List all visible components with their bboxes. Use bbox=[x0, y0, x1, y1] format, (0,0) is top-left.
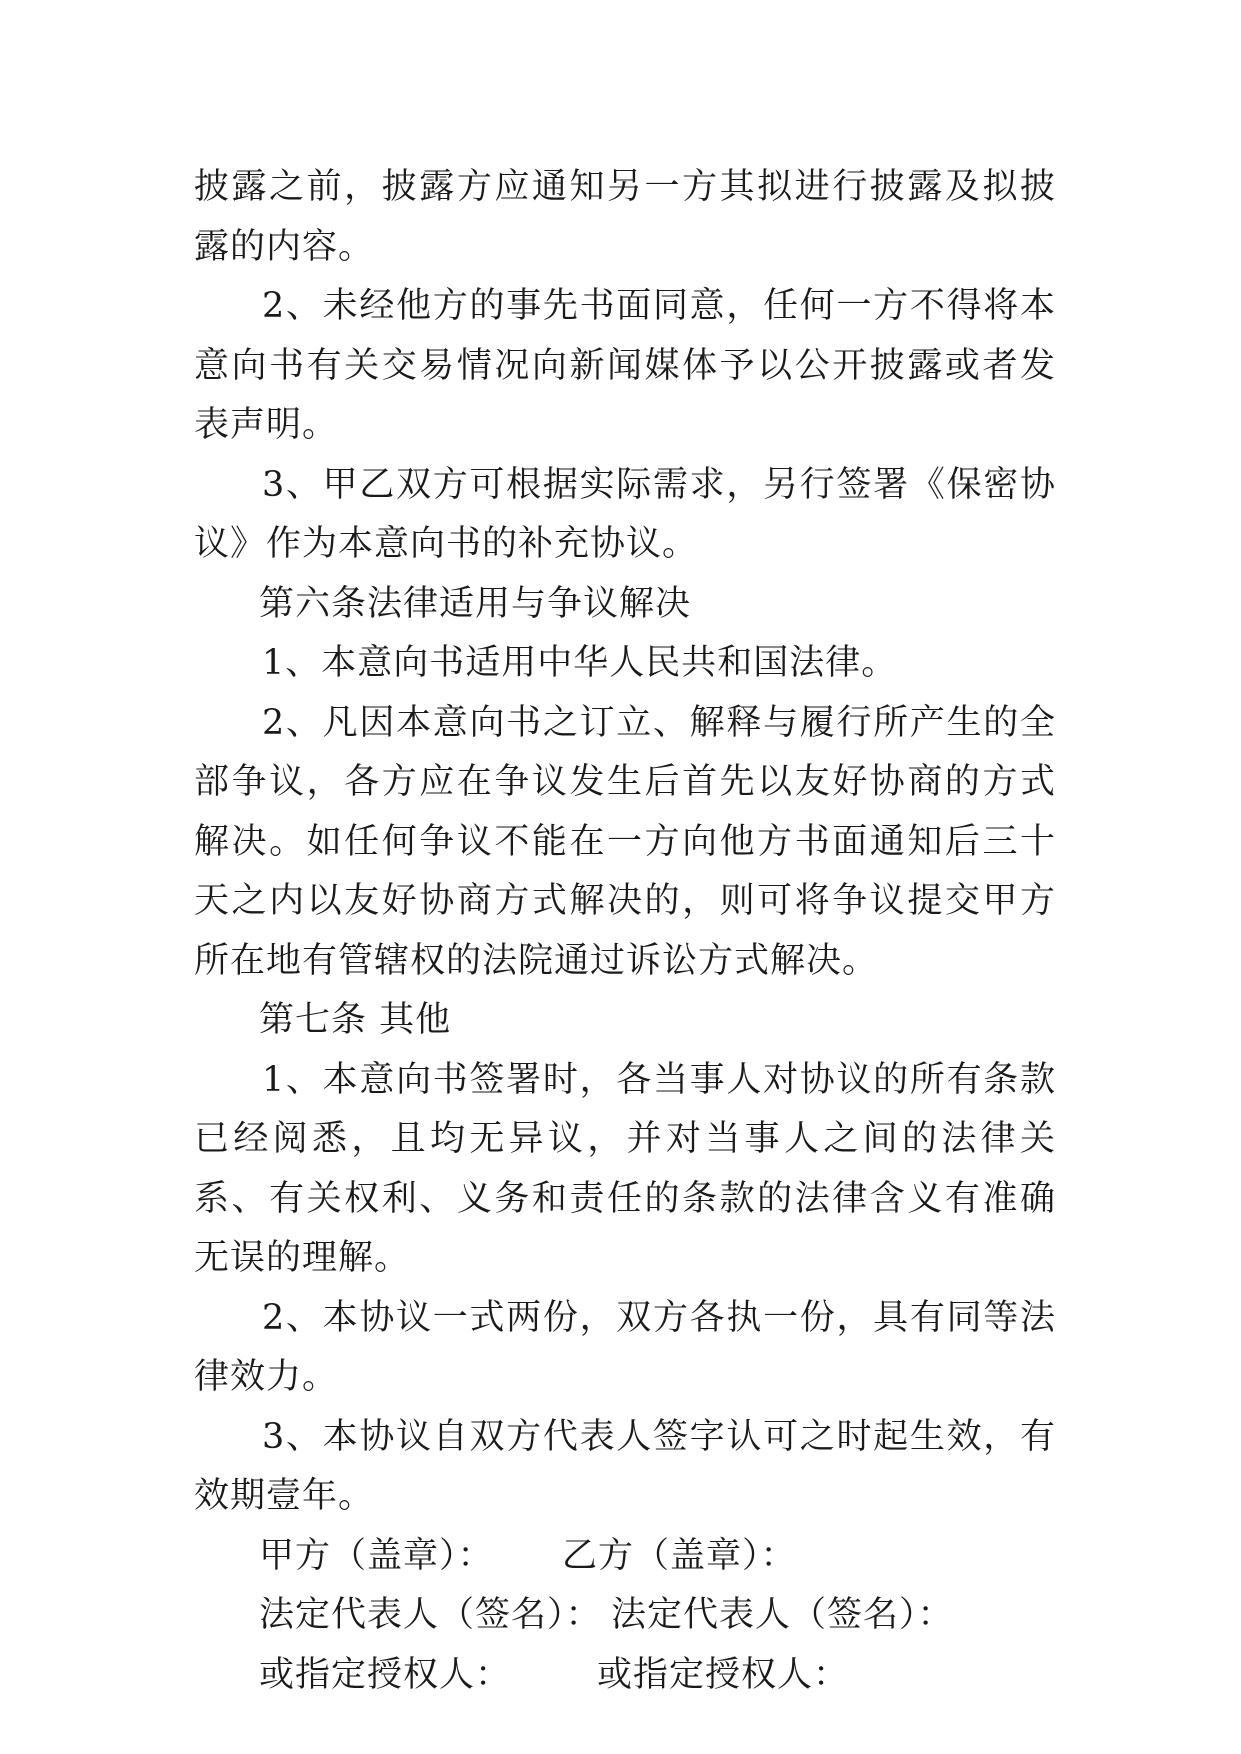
heading-article7: 第七条 其他 bbox=[259, 1000, 452, 1040]
party-b-representative-label: 法定代表人（签名）： bbox=[611, 1595, 954, 1635]
paragraph-article5-item2: 2、未经他方的事先书面同意，任何一方不得将本意向书有关交易情况向新闻媒体予以公开披露或者发表声明。 bbox=[194, 286, 1056, 445]
paragraph-disclosure-continued: 披露之前，披露方应通知另一方其拟进行披露及拟披露的内容。 bbox=[194, 167, 1056, 267]
paragraph-article7-item3: 3、本协议自双方代表人签字认可之时起生效，有效期壹年。 bbox=[194, 1416, 1056, 1516]
paragraph-article7-item1: 1、本意向书签署时，各当事人对协议的所有条款已经阅悉，且均无异议，并对当事人之间的法律关系、有关权利、义务和责任的条款的法律含义有准确无误的理解。 bbox=[194, 1059, 1056, 1278]
heading-article6: 第六条法律适用与争议解决 bbox=[259, 583, 692, 624]
signature-row-seal bbox=[194, 1527, 1056, 1587]
party-b-authorized-label: 或指定授权人： bbox=[597, 1654, 850, 1695]
paragraph-article5-item3: 3、甲乙双方可根据实际需求，另行签署《保密协议》作为本意向书的补充协议。 bbox=[194, 464, 1056, 564]
document-page bbox=[194, 158, 1056, 1705]
paragraph-article7-item2: 2、本协议一式两份，双方各执一份，具有同等法律效力。 bbox=[194, 1297, 1056, 1397]
paragraph-article6-item2: 2、凡因本意向书之订立、解释与履行所产生的全部争议，各方应在争议发生后首先以友好协商的方式解决。如任何争议不能在一方向他方书面通知后三十天之内以友好协商方式解决的，则可将争议提交甲方所在地有管辖权的法院通过诉讼方式解决。 bbox=[194, 702, 1056, 981]
signature-row-representative bbox=[194, 1586, 1056, 1646]
party-a-authorized-label: 或指定授权人： bbox=[259, 1654, 512, 1695]
party-a-representative-label: 法定代表人（签名）： bbox=[259, 1595, 602, 1635]
signature-row-authorized bbox=[194, 1646, 1056, 1706]
party-a-seal-label: 甲方（盖章）： bbox=[259, 1535, 494, 1576]
party-b-seal-label: 乙方（盖章）： bbox=[562, 1535, 797, 1576]
paragraph-article6-item1: 1、本意向书适用中华人民共和国法律。 bbox=[262, 643, 898, 683]
